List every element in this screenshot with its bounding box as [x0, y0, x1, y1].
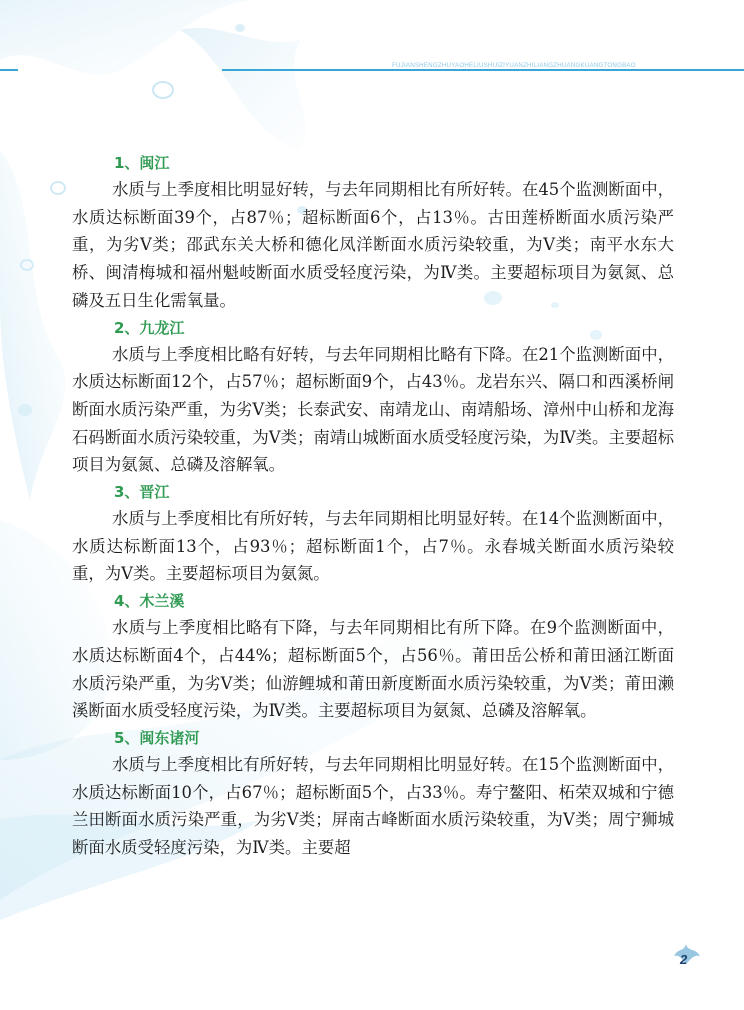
section-body: 水质与上季度相比有所好转，与去年同期相比明显好转。在15个监测断面中，水质达标断面10个，占67％；超标断面5个，占33％。寿宁鳌阳、柘荣双城和宁德兰田断面水质污染严重，为劣Ⅴ类；屏南古峰断面水质污染较重，为Ⅴ类；周宁狮城断面水质受轻度污染，为Ⅳ类。主要超: [72, 754, 674, 858]
section-mindong-rivers: [72, 725, 674, 862]
section-title: 3、晋江: [114, 483, 170, 502]
page-number: 2: [680, 952, 688, 967]
section-title: 2、九龙江: [114, 318, 185, 337]
header-rule-right: [222, 69, 744, 71]
section-body: 水质与上季度相比略有下降，与去年同期相比有所下降。在9个监测断面中，水质达标断面4个，占44%；超标断面5个，占56％。莆田岳公桥和莆田涵江断面水质污染严重，为劣Ⅴ类；仙游鲤城和莆田新度断面水质污染较重，为Ⅴ类；莆田濑溪断面水质受轻度污染，为Ⅳ类。主要超标项目为氨氮、总磷及溶解氧。: [72, 618, 674, 721]
header-rule-left: [0, 69, 18, 71]
header-rule: [0, 69, 744, 71]
running-title: FUJIANSHENGZHUYAOHELIUSHUIZIYUANZHILIANGZHUANGKUANGTONGBAO: [392, 62, 636, 69]
section-jinjiang: [72, 479, 674, 588]
report-content: [72, 150, 674, 862]
section-body: 水质与上季度相比有所好转，与去年同期相比明显好转。在14个监测断面中，水质达标断面13个，占93％；超标断面1个，占7％。永春城关断面水质污染较重，为Ⅴ类。主要超标项目为氨氮。: [72, 509, 674, 584]
section-jiulongjiang: [72, 315, 674, 480]
section-body: 水质与上季度相比略有好转，与去年同期相比略有下降。在21个监测断面中，水质达标断面12个，占57％；超标断面9个，占43％。龙岩东兴、隔口和西溪桥闸断面水质污染严重，为劣Ⅴ类；长泰武安、南靖龙山、南靖船场、漳州中山桥和龙海石码断面水质污染较重，为Ⅴ类；南靖山城断面水质受轻度污染，为Ⅳ类。主要超标项目为氨氮、总磷及溶解氧。: [72, 344, 674, 475]
section-title: 5、闽东诸河: [114, 728, 200, 747]
section-minjiang: [72, 150, 674, 315]
section-mulanxi: [72, 588, 674, 725]
section-title: 4、木兰溪: [114, 592, 185, 611]
section-body: 水质与上季度相比明显好转，与去年同期相比有所好转。在45个监测断面中，水质达标断面39个，占87％；超标断面6个，占13％。古田莲桥断面水质污染严重，为劣Ⅴ类；邵武东关大桥和德化凤洋断面水质污染较重，为Ⅴ类；南平水东大桥、闽清梅城和福州魁岐断面水质受轻度污染，为Ⅳ类。主要超标项目为氨氮、总磷及五日生化需氧量。: [72, 180, 674, 310]
section-title: 1、闽江: [114, 154, 170, 172]
